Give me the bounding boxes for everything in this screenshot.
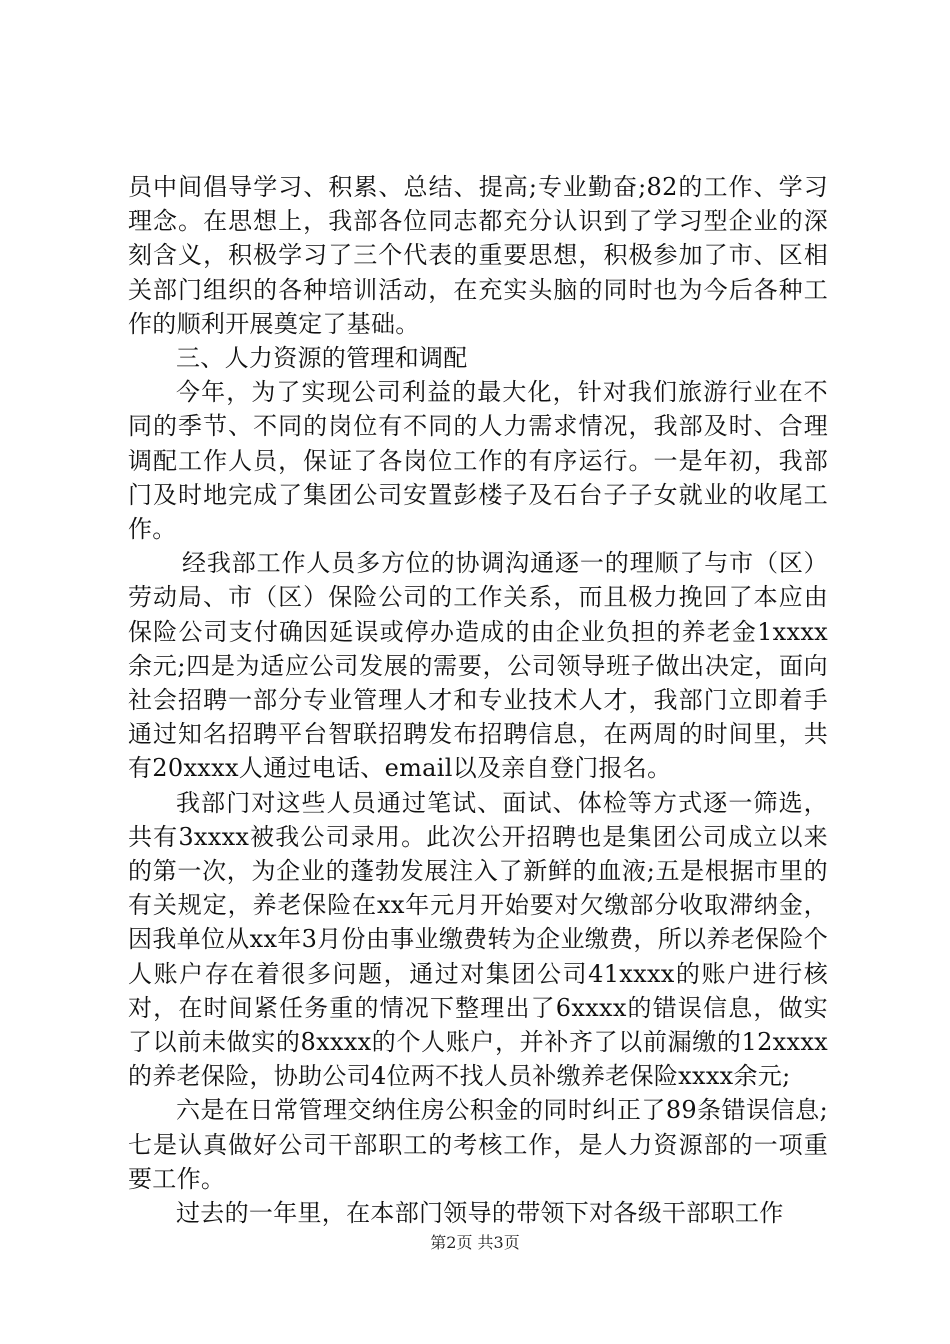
document-body — [128, 170, 828, 1230]
paragraph-continued: 员中间倡导学习、积累、总结、提高;专业勤奋;82的工作、学习理念。在思想上，我部各位同志都充分认识到了学习型企业的深刻含义，积极学习了三个代表的重要思想，积极参加了市、区相关部门组织的各种培训活动，在充实头脑的同时也为今后各种工作的顺利开展奠定了基础。 — [128, 173, 828, 338]
page-number-footer: 第2页 共3页 — [430, 1233, 520, 1252]
paragraph: 六是在日常管理交纳住房公积金的同时纠正了89条错误信息;七是认真做好公司干部职工的考核工作，是人力资源部的一项重要工作。 — [128, 1096, 828, 1193]
paragraph: 过去的一年里，在本部门领导的带领下对各级干部职工作 — [176, 1199, 784, 1228]
paragraph: 我部门对这些人员通过笔试、面试、体检等方式逐一筛选，共有3xxxx被我公司录用。此次公开招聘也是集团公司成立以来的第一次，为企业的蓬勃发展注入了新鲜的血液;五是根据市里的有关规定，养老保险在xx年元月开始要对欠缴部分收取滞纳金，因我单位从xx年3月份由事业缴费转为企业缴费，所以养老保险个人账户存在着很多问题，通过对集团公司41xxxx的账户进行核对，在时间紧任务重的情况下整理出了6xxxx的错误信息，做实了以前未做实的8xxxx的个人账户，并补齐了以前漏缴的12xxxx的养老保险，协助公司4位两不找人员补缴养老保险xxxx余元; — [128, 788, 828, 1091]
section-heading: 三、人力资源的管理和调配 — [176, 344, 468, 373]
paragraph: 今年，为了实现公司利益的最大化，针对我们旅游行业在不同的季节、不同的岗位有不同的人力需求情况，我部及时、合理调配工作人员，保证了各岗位工作的有序运行。一是年初，我部门及时地完成了集团公司安置彭楼子及石台子子女就业的收尾工作。 — [128, 378, 828, 544]
paragraph: 经我部工作人员多方位的协调沟通逐一的理顺了与市（区）劳动局、市（区）保险公司的工作关系，而且极力挽回了本应由保险公司支付确因延误或停办造成的由企业负担的养老金1xxxx余元;四是为适应公司发展的需要，公司领导班子做出决定，面向社会招聘一部分专业管理人才和专业技术人才，我部门立即着手通过知名招聘平台智联招聘发布招聘信息，在两周的时间里，共有20xxxx人通过电话、email以及亲自登门报名。 — [128, 549, 828, 783]
